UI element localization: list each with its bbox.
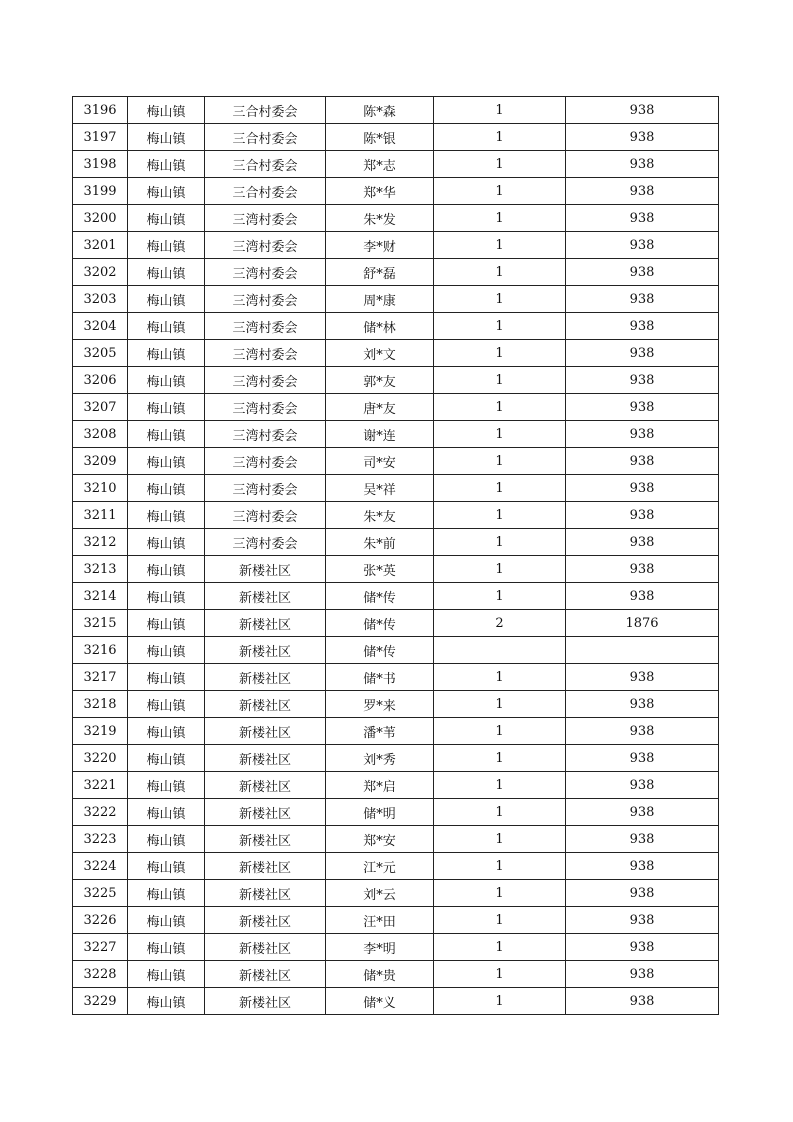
amount-cell: 938 — [566, 448, 719, 475]
name-cell: 刘*文 — [326, 340, 434, 367]
count-cell: 1 — [434, 151, 566, 178]
count-cell: 1 — [434, 880, 566, 907]
village-cell: 三湾村委会 — [205, 475, 326, 502]
town-cell: 梅山镇 — [128, 745, 205, 772]
row-number-cell: 3204 — [73, 313, 128, 340]
town-cell: 梅山镇 — [128, 583, 205, 610]
table-row — [73, 637, 719, 664]
table-row — [73, 853, 719, 880]
count-cell: 1 — [434, 502, 566, 529]
name-cell: 陈*森 — [326, 97, 434, 124]
town-cell: 梅山镇 — [128, 988, 205, 1015]
table-row — [73, 745, 719, 772]
village-cell: 三湾村委会 — [205, 259, 326, 286]
table-row — [73, 772, 719, 799]
count-cell: 1 — [434, 799, 566, 826]
row-number-cell: 3225 — [73, 880, 128, 907]
town-cell: 梅山镇 — [128, 934, 205, 961]
row-number-cell: 3228 — [73, 961, 128, 988]
name-cell: 汪*田 — [326, 907, 434, 934]
name-cell: 李*财 — [326, 232, 434, 259]
row-number-cell: 3207 — [73, 394, 128, 421]
row-number-cell: 3218 — [73, 691, 128, 718]
village-cell: 新楼社区 — [205, 556, 326, 583]
name-cell: 储*贵 — [326, 961, 434, 988]
table-row — [73, 205, 719, 232]
name-cell: 刘*秀 — [326, 745, 434, 772]
village-cell: 三湾村委会 — [205, 529, 326, 556]
name-cell: 储*传 — [326, 637, 434, 664]
count-cell: 1 — [434, 907, 566, 934]
count-cell: 1 — [434, 529, 566, 556]
count-cell: 1 — [434, 664, 566, 691]
name-cell: 郑*志 — [326, 151, 434, 178]
row-number-cell: 3200 — [73, 205, 128, 232]
row-number-cell: 3201 — [73, 232, 128, 259]
amount-cell: 938 — [566, 664, 719, 691]
table-row — [73, 718, 719, 745]
name-cell: 张*英 — [326, 556, 434, 583]
village-cell: 新楼社区 — [205, 880, 326, 907]
amount-cell: 938 — [566, 691, 719, 718]
village-cell: 三湾村委会 — [205, 313, 326, 340]
count-cell: 1 — [434, 394, 566, 421]
amount-cell: 938 — [566, 556, 719, 583]
count-cell: 1 — [434, 286, 566, 313]
name-cell: 郑*安 — [326, 826, 434, 853]
table-row — [73, 691, 719, 718]
village-cell: 三合村委会 — [205, 178, 326, 205]
amount-cell: 938 — [566, 394, 719, 421]
town-cell: 梅山镇 — [128, 394, 205, 421]
table-row — [73, 799, 719, 826]
table-row — [73, 448, 719, 475]
table-row — [73, 529, 719, 556]
village-cell: 新楼社区 — [205, 610, 326, 637]
row-number-cell: 3198 — [73, 151, 128, 178]
amount-cell: 938 — [566, 745, 719, 772]
amount-cell: 938 — [566, 907, 719, 934]
row-number-cell: 3212 — [73, 529, 128, 556]
village-cell: 新楼社区 — [205, 637, 326, 664]
count-cell: 1 — [434, 178, 566, 205]
name-cell: 舒*磊 — [326, 259, 434, 286]
row-number-cell: 3217 — [73, 664, 128, 691]
count-cell: 2 — [434, 610, 566, 637]
name-cell: 李*明 — [326, 934, 434, 961]
count-cell: 1 — [434, 853, 566, 880]
row-number-cell: 3209 — [73, 448, 128, 475]
name-cell: 储*书 — [326, 664, 434, 691]
count-cell: 1 — [434, 691, 566, 718]
village-cell: 三湾村委会 — [205, 232, 326, 259]
table-row — [73, 124, 719, 151]
amount-cell: 938 — [566, 259, 719, 286]
village-cell: 三湾村委会 — [205, 286, 326, 313]
amount-cell: 938 — [566, 421, 719, 448]
town-cell: 梅山镇 — [128, 448, 205, 475]
amount-cell: 1876 — [566, 610, 719, 637]
table-row — [73, 259, 719, 286]
name-cell: 吴*祥 — [326, 475, 434, 502]
row-number-cell: 3214 — [73, 583, 128, 610]
village-cell: 新楼社区 — [205, 934, 326, 961]
amount-cell: 938 — [566, 97, 719, 124]
amount-cell: 938 — [566, 961, 719, 988]
name-cell: 朱*发 — [326, 205, 434, 232]
village-cell: 三湾村委会 — [205, 340, 326, 367]
amount-cell: 938 — [566, 502, 719, 529]
town-cell: 梅山镇 — [128, 799, 205, 826]
town-cell: 梅山镇 — [128, 610, 205, 637]
name-cell: 罗*来 — [326, 691, 434, 718]
table-row — [73, 583, 719, 610]
row-number-cell: 3208 — [73, 421, 128, 448]
count-cell — [434, 637, 566, 664]
count-cell: 1 — [434, 313, 566, 340]
town-cell: 梅山镇 — [128, 880, 205, 907]
name-cell: 郭*友 — [326, 367, 434, 394]
table-row — [73, 988, 719, 1015]
town-cell: 梅山镇 — [128, 286, 205, 313]
table-row — [73, 340, 719, 367]
name-cell: 储*传 — [326, 610, 434, 637]
name-cell: 朱*前 — [326, 529, 434, 556]
table-row — [73, 664, 719, 691]
village-cell: 新楼社区 — [205, 772, 326, 799]
row-number-cell: 3196 — [73, 97, 128, 124]
town-cell: 梅山镇 — [128, 718, 205, 745]
row-number-cell: 3210 — [73, 475, 128, 502]
table-row — [73, 232, 719, 259]
town-cell: 梅山镇 — [128, 151, 205, 178]
table-row — [73, 880, 719, 907]
village-cell: 三湾村委会 — [205, 421, 326, 448]
row-number-cell: 3223 — [73, 826, 128, 853]
village-cell: 三合村委会 — [205, 151, 326, 178]
count-cell: 1 — [434, 556, 566, 583]
count-cell: 1 — [434, 97, 566, 124]
amount-cell: 938 — [566, 313, 719, 340]
count-cell: 1 — [434, 340, 566, 367]
row-number-cell: 3220 — [73, 745, 128, 772]
table-row — [73, 826, 719, 853]
row-number-cell: 3227 — [73, 934, 128, 961]
count-cell: 1 — [434, 988, 566, 1015]
name-cell: 朱*友 — [326, 502, 434, 529]
town-cell: 梅山镇 — [128, 691, 205, 718]
amount-cell: 938 — [566, 340, 719, 367]
table-row — [73, 502, 719, 529]
row-number-cell: 3221 — [73, 772, 128, 799]
town-cell: 梅山镇 — [128, 421, 205, 448]
name-cell: 江*元 — [326, 853, 434, 880]
table-row — [73, 907, 719, 934]
row-number-cell: 3199 — [73, 178, 128, 205]
town-cell: 梅山镇 — [128, 637, 205, 664]
count-cell: 1 — [434, 259, 566, 286]
amount-cell: 938 — [566, 880, 719, 907]
amount-cell: 938 — [566, 718, 719, 745]
count-cell: 1 — [434, 745, 566, 772]
town-cell: 梅山镇 — [128, 664, 205, 691]
table-row — [73, 286, 719, 313]
row-number-cell: 3205 — [73, 340, 128, 367]
row-number-cell: 3206 — [73, 367, 128, 394]
amount-cell: 938 — [566, 124, 719, 151]
village-cell: 新楼社区 — [205, 826, 326, 853]
table-body — [73, 97, 719, 1015]
name-cell: 储*林 — [326, 313, 434, 340]
row-number-cell: 3203 — [73, 286, 128, 313]
name-cell: 储*义 — [326, 988, 434, 1015]
count-cell: 1 — [434, 232, 566, 259]
count-cell: 1 — [434, 124, 566, 151]
village-cell: 新楼社区 — [205, 853, 326, 880]
village-cell: 三湾村委会 — [205, 367, 326, 394]
name-cell: 陈*银 — [326, 124, 434, 151]
count-cell: 1 — [434, 448, 566, 475]
town-cell: 梅山镇 — [128, 259, 205, 286]
count-cell: 1 — [434, 583, 566, 610]
amount-cell: 938 — [566, 826, 719, 853]
town-cell: 梅山镇 — [128, 124, 205, 151]
town-cell: 梅山镇 — [128, 502, 205, 529]
town-cell: 梅山镇 — [128, 961, 205, 988]
count-cell: 1 — [434, 772, 566, 799]
table-row — [73, 367, 719, 394]
name-cell: 储*明 — [326, 799, 434, 826]
table-row — [73, 97, 719, 124]
town-cell: 梅山镇 — [128, 529, 205, 556]
row-number-cell: 3226 — [73, 907, 128, 934]
village-cell: 新楼社区 — [205, 745, 326, 772]
name-cell: 司*安 — [326, 448, 434, 475]
town-cell: 梅山镇 — [128, 826, 205, 853]
amount-cell: 938 — [566, 799, 719, 826]
count-cell: 1 — [434, 961, 566, 988]
amount-cell: 938 — [566, 475, 719, 502]
amount-cell: 938 — [566, 853, 719, 880]
count-cell: 1 — [434, 421, 566, 448]
table-row — [73, 610, 719, 637]
town-cell: 梅山镇 — [128, 853, 205, 880]
town-cell: 梅山镇 — [128, 772, 205, 799]
row-number-cell: 3216 — [73, 637, 128, 664]
village-cell: 新楼社区 — [205, 583, 326, 610]
table-row — [73, 178, 719, 205]
name-cell: 郑*启 — [326, 772, 434, 799]
amount-cell: 938 — [566, 772, 719, 799]
row-number-cell: 3215 — [73, 610, 128, 637]
name-cell: 储*传 — [326, 583, 434, 610]
village-cell: 三合村委会 — [205, 124, 326, 151]
village-cell: 三湾村委会 — [205, 205, 326, 232]
amount-cell: 938 — [566, 367, 719, 394]
amount-cell: 938 — [566, 934, 719, 961]
name-cell: 唐*友 — [326, 394, 434, 421]
town-cell: 梅山镇 — [128, 178, 205, 205]
count-cell: 1 — [434, 826, 566, 853]
town-cell: 梅山镇 — [128, 340, 205, 367]
data-table — [72, 96, 719, 1015]
table-row — [73, 313, 719, 340]
name-cell: 谢*连 — [326, 421, 434, 448]
row-number-cell: 3229 — [73, 988, 128, 1015]
village-cell: 新楼社区 — [205, 664, 326, 691]
table-row — [73, 475, 719, 502]
table-row — [73, 556, 719, 583]
amount-cell — [566, 637, 719, 664]
amount-cell: 938 — [566, 178, 719, 205]
village-cell: 新楼社区 — [205, 691, 326, 718]
count-cell: 1 — [434, 718, 566, 745]
row-number-cell: 3211 — [73, 502, 128, 529]
amount-cell: 938 — [566, 151, 719, 178]
village-cell: 新楼社区 — [205, 799, 326, 826]
row-number-cell: 3213 — [73, 556, 128, 583]
table-row — [73, 961, 719, 988]
row-number-cell: 3197 — [73, 124, 128, 151]
count-cell: 1 — [434, 205, 566, 232]
village-cell: 新楼社区 — [205, 988, 326, 1015]
village-cell: 三湾村委会 — [205, 394, 326, 421]
amount-cell: 938 — [566, 232, 719, 259]
count-cell: 1 — [434, 475, 566, 502]
table-row — [73, 394, 719, 421]
name-cell: 刘*云 — [326, 880, 434, 907]
table-row — [73, 151, 719, 178]
amount-cell: 938 — [566, 529, 719, 556]
table-row — [73, 421, 719, 448]
amount-cell: 938 — [566, 583, 719, 610]
count-cell: 1 — [434, 367, 566, 394]
amount-cell: 938 — [566, 988, 719, 1015]
row-number-cell: 3222 — [73, 799, 128, 826]
village-cell: 新楼社区 — [205, 961, 326, 988]
town-cell: 梅山镇 — [128, 232, 205, 259]
town-cell: 梅山镇 — [128, 556, 205, 583]
town-cell: 梅山镇 — [128, 475, 205, 502]
town-cell: 梅山镇 — [128, 97, 205, 124]
amount-cell: 938 — [566, 286, 719, 313]
row-number-cell: 3202 — [73, 259, 128, 286]
village-cell: 新楼社区 — [205, 907, 326, 934]
name-cell: 潘*苇 — [326, 718, 434, 745]
town-cell: 梅山镇 — [128, 367, 205, 394]
village-cell: 新楼社区 — [205, 718, 326, 745]
row-number-cell: 3224 — [73, 853, 128, 880]
village-cell: 三湾村委会 — [205, 502, 326, 529]
town-cell: 梅山镇 — [128, 907, 205, 934]
table-row — [73, 934, 719, 961]
count-cell: 1 — [434, 934, 566, 961]
village-cell: 三合村委会 — [205, 97, 326, 124]
town-cell: 梅山镇 — [128, 313, 205, 340]
row-number-cell: 3219 — [73, 718, 128, 745]
name-cell: 郑*华 — [326, 178, 434, 205]
town-cell: 梅山镇 — [128, 205, 205, 232]
name-cell: 周*康 — [326, 286, 434, 313]
village-cell: 三湾村委会 — [205, 448, 326, 475]
amount-cell: 938 — [566, 205, 719, 232]
